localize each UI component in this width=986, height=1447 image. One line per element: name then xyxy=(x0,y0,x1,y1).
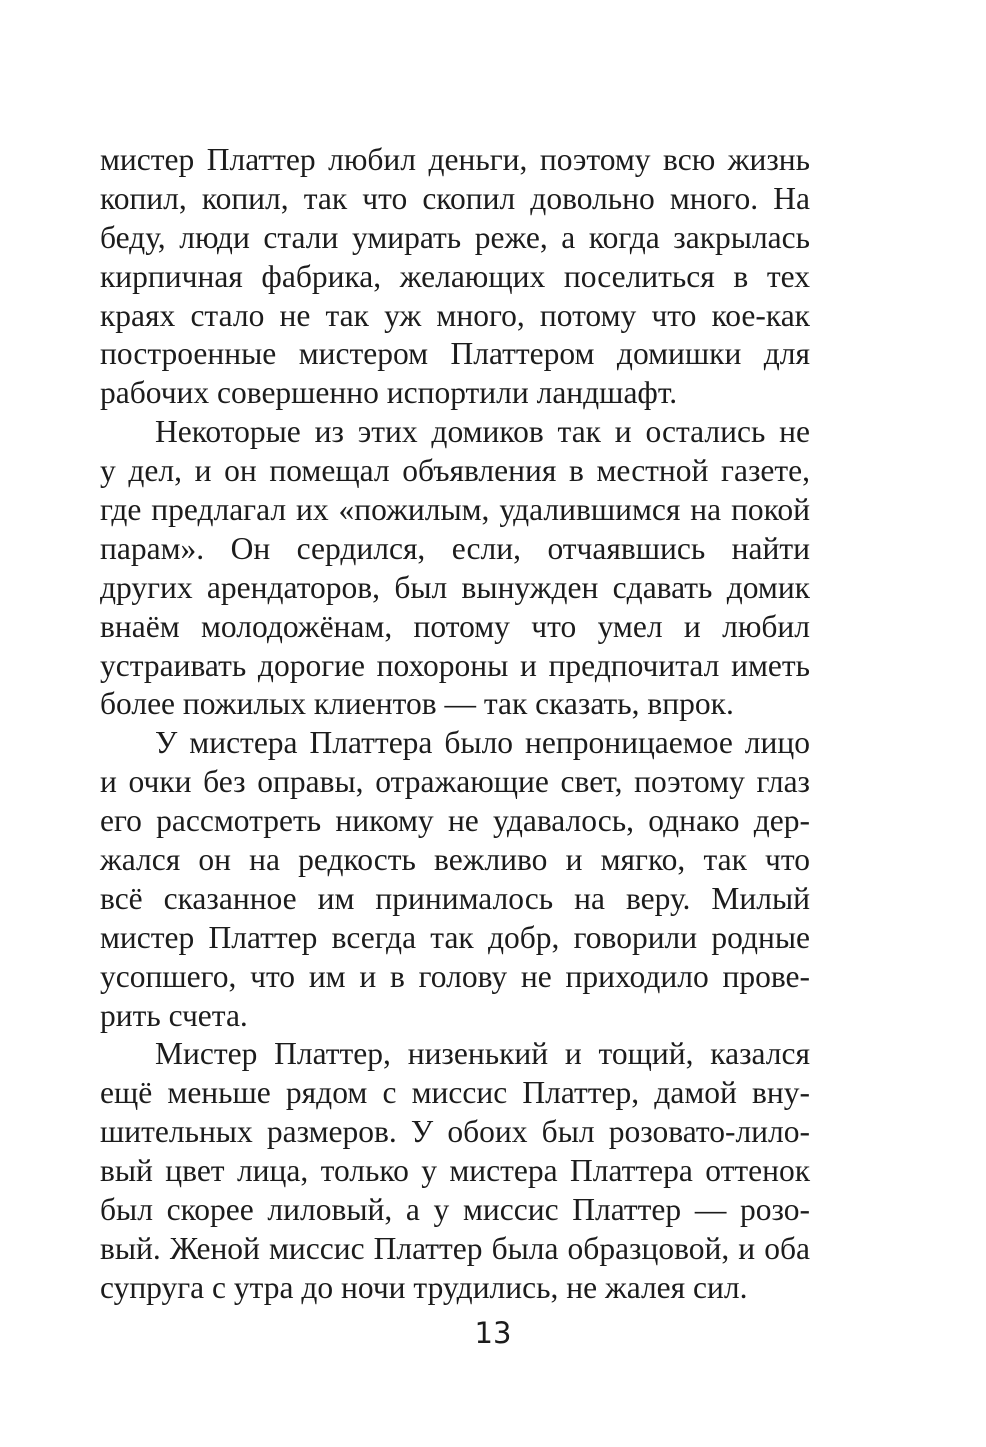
text-line: вый цвет лица, только у мистера Платтера оттенок xyxy=(100,1153,810,1189)
text-line: Мистер Платтер, низенький и тощий, казался xyxy=(155,1036,810,1072)
text-line: внаём молодожёнам, потому что умел и любил xyxy=(100,608,810,644)
text-line: устраивать дорогие похороны и предпочитал иметь xyxy=(100,647,810,683)
text-line: кирпичная фабрика, желающих поселиться в тех xyxy=(100,258,810,294)
text-line: копил, копил, так что скопил довольно много. На xyxy=(100,180,810,216)
text-line: всё сказанное им принималось на веру. Милый xyxy=(100,880,810,916)
text-line: шительных размеров. У обоих был розовато-лило- xyxy=(100,1114,810,1150)
text-line: его рассмотреть никому не удавалось, однако дер- xyxy=(100,803,810,839)
text-line: рить счета. xyxy=(100,997,248,1033)
text-line: у дел, и он помещал объявления в местной газете, xyxy=(100,453,810,489)
text-line: построенные мистером Платтером домишки для xyxy=(100,336,810,372)
text-line: более пожилых клиентов — так сказать, впрок. xyxy=(100,686,734,722)
text-line: супруга с утра до ночи трудились, не жалея сил. xyxy=(100,1269,748,1305)
text-line: был скорее лиловый, а у миссис Платтер — розо- xyxy=(100,1192,810,1228)
text-line: вый. Женой миссис Платтер была образцовой, и оба xyxy=(100,1230,810,1266)
text-line: мистер Платтер всегда так добр, говорили родные xyxy=(100,919,810,955)
page-number: 13 xyxy=(474,1316,512,1350)
body-text xyxy=(100,141,810,1308)
text-line: других арендаторов, был вынужден сдавать домик xyxy=(100,569,810,605)
text-line: и очки без оправы, отражающие свет, поэтому глаз xyxy=(100,764,810,800)
text-line: мистер Платтер любил деньги, поэтому всю жизнь xyxy=(100,142,810,177)
text-line: жался он на редкость вежливо и мягко, так что xyxy=(100,842,810,878)
text-line: Некоторые из этих домиков так и остались не xyxy=(155,414,810,450)
text-line: ещё меньше рядом с миссис Платтер, дамой вну- xyxy=(100,1075,810,1111)
text-line: краях стало не так уж много, потому что кое-как xyxy=(100,297,810,333)
text-line: рабочих совершенно испортили ландшафт. xyxy=(100,375,678,411)
text-line: У мистера Платтера было непроницаемое лицо xyxy=(155,725,810,761)
text-line: где предлагал их «пожилым, удалившимся на покой xyxy=(100,492,810,528)
text-line: усопшего, что им и в голову не приходило прове- xyxy=(100,958,810,994)
text-line: парам». Он сердился, если, отчаявшись найти xyxy=(100,530,810,566)
text-line: беду, люди стали умирать реже, а когда закрылась xyxy=(100,219,810,255)
